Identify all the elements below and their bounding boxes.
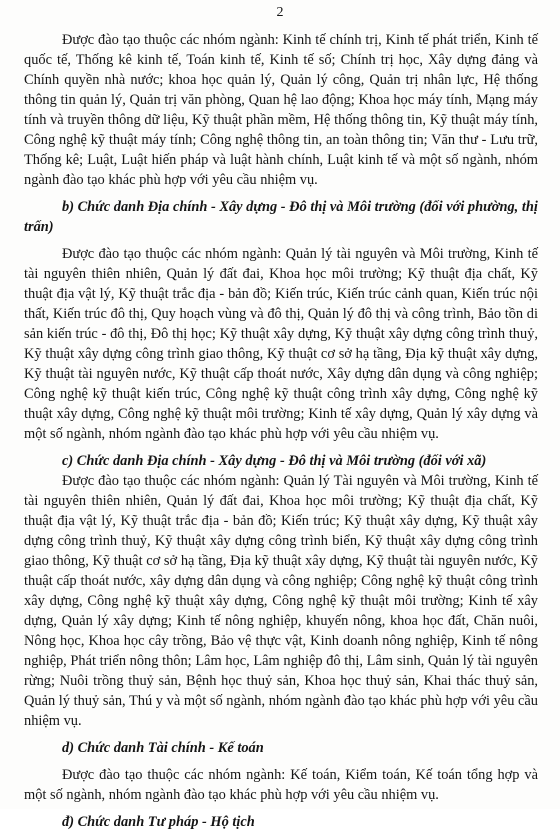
section-c-body: Được đào tạo thuộc các nhóm ngành: Quản lý Tài nguyên và Môi trường, Kinh tế tài nguyên thiên nhiên, Quản lý đất đai, Khoa học môi trường; Kỹ thuật địa chất, Kỹ thuật địa vật lý, Kỹ thuật trắc địa - bản đồ; Kiến trúc; Kỹ thuật xây dựng, Kỹ thuật xây dựng công trình thuỷ, Kỹ thuật xây dựng công trình biển, Kỹ thuật xây dựng công trình giao thông, Kỹ thuật cơ sở hạ tầng, Địa kỹ thuật xây dựng, Kỹ thuật tài nguyên nước, Kỹ thuật cấp thoát nước, xây dựng dân dụng và công nghiệp; Công nghệ kỹ thuật công trình xây dựng, Công nghệ kỹ thuật xây dựng, Công nghệ kỹ thuật môi trường; Kinh tế xây dựng, Quản lý xây dựng; Kinh tế nông nghiệp, khuyến nông, khoa học đất, Chăn nuôi, Nông học, Khoa học cây trồng, Bảo vệ thực vật, Kinh doanh nông nghiệp, Kinh tế nông nghiệp, Phát triển nông thôn; Lâm học, Lâm nghiệp đô thị, Lâm sinh, Quản lý tài nguyên rừng; Nuôi trồng thuỷ sản, Bệnh học thuỷ sản, Khoa học thuỷ sản, Khai thác thuỷ sản, Quản lý thuỷ sản, Thú y và một số ngành, nhóm ngành đào tạo khác phù hợp với yêu cầu nhiệm vụ.	[24, 473, 538, 729]
section-c-heading: c) Chức danh Địa chính - Xây dựng - Đô thị và Môi trường (đối với xã)	[62, 453, 487, 469]
section-dd-heading: đ) Chức danh Tư pháp - Hộ tịch	[62, 814, 255, 830]
spacer	[24, 731, 538, 738]
section-b-heading: b) Chức danh Địa chính - Xây dựng - Đô thị và Môi trường (đối với phường, thị trấn)	[24, 199, 538, 235]
section-b-body: Được đào tạo thuộc các nhóm ngành: Quản lý tài nguyên và Môi trường, Kinh tế tài nguyên thiên nhiên, Quản lý đất đai, Khoa học môi trường; Kỹ thuật địa chất, Kỹ thuật địa vật lý, Kỹ thuật trắc địa - bản đồ; Kiến trúc, Kiến trúc cảnh quan, Kiến trúc nội thất, Kiến trúc đô thị, Quy hoạch vùng và đô thị, Quản lý đô thị và công trình, Bảo tồn di sản kiến trúc - đô thị, Đô thị học; Kỹ thuật xây dựng, Kỹ thuật xây dựng công trình thuỷ, Kỹ thuật xây dựng công trình giao thông, Kỹ thuật cơ sở hạ tầng, Địa kỹ thuật xây dựng, Kỹ thuật tài nguyên nước, Kỹ thuật cấp thoát nước, Xây dựng dân dụng và công nghiệp; Công nghệ kỹ thuật kiến trúc, Công nghệ kỹ thuật công trình xây dựng, Công nghệ kỹ thuật xây dựng, Công nghệ kỹ thuật môi trường; Kinh tế xây dựng, Quản lý xây dựng và một số ngành, nhóm ngành đào tạo khác phù hợp với yêu cầu nhiệm vụ.	[24, 246, 538, 442]
document-body	[24, 30, 538, 832]
section-d-body: Được đào tạo thuộc các nhóm ngành: Kế toán, Kiểm toán, Kế toán tổng hợp và một số ngành, nhóm ngành đào tạo khác phù hợp với yêu cầu nhiệm vụ.	[24, 767, 538, 803]
spacer	[24, 190, 538, 197]
spacer	[24, 444, 538, 451]
section-a-body: Được đào tạo thuộc các nhóm ngành: Kinh tế chính trị, Kinh tế phát triển, Kinh tế quốc tế, Thống kê kinh tế, Toán kinh tế, Kinh tế số; Chính trị học, Xây dựng đảng và Chính quyền nhà nước; khoa học quản lý, Quản lý công, Quản trị nhân lực, Hệ thống thông tin quản lý, Quản trị văn phòng, Quan hệ lao động; Khoa học máy tính, Mạng máy tính và truyền thông dữ liệu, Kỹ thuật phần mềm, Hệ thống thông tin, Kỹ thuật máy tính, Công nghệ kỹ thuật máy tính; Công nghệ thông tin, an toàn thông tin; Văn thư - Lưu trữ, Thống kê; Luật, Luật hiến pháp và luật hành chính, Luật kinh tế và một số ngành, nhóm ngành đào tạo khác phù hợp với yêu cầu nhiệm vụ.	[24, 32, 538, 188]
section-d-heading: d) Chức danh Tài chính - Kế toán	[62, 740, 264, 756]
spacer	[24, 237, 538, 244]
spacer	[24, 758, 538, 765]
page-number: 2	[276, 5, 284, 20]
